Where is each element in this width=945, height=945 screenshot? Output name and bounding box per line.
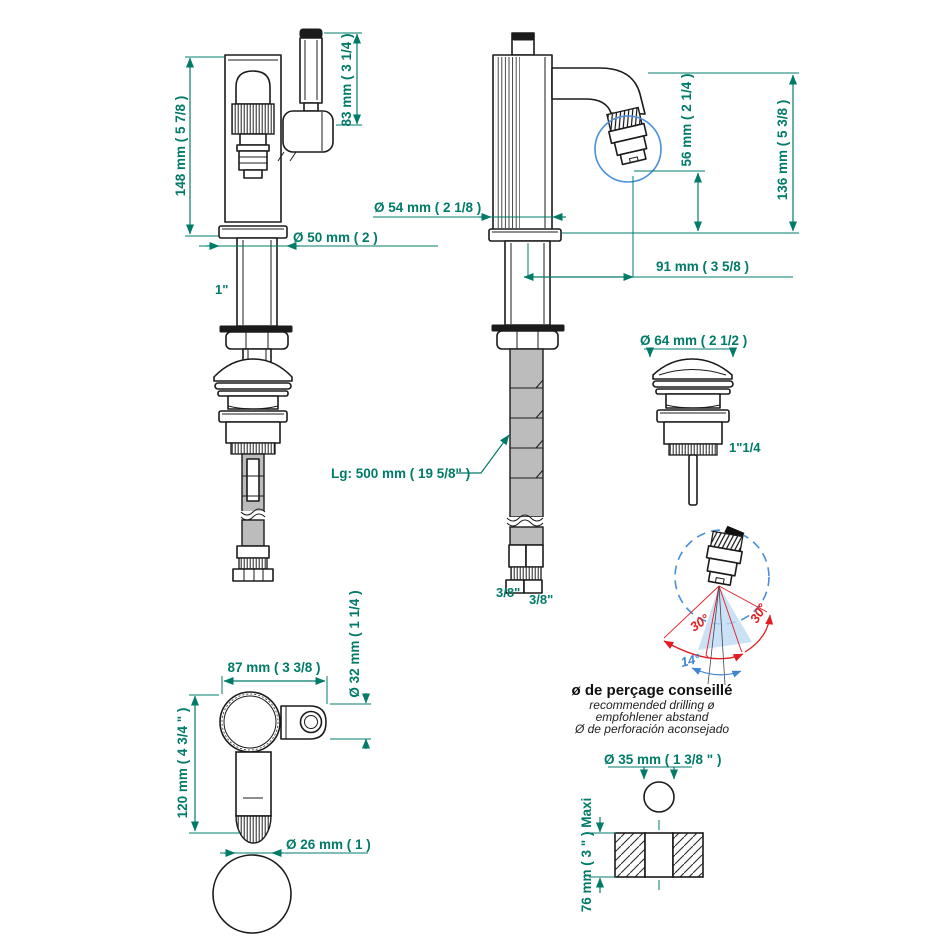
dim-top-width: 87 mm ( 3 3/8 ) [227,660,321,675]
dim-front-base-dia: Ø 50 mm ( 2 ) [293,230,378,245]
waste-pin [689,455,697,505]
basin-circle [213,855,291,933]
handle-lever [300,38,322,103]
ribbed-body [495,57,520,228]
flexible-hose [510,349,543,517]
dim-front-height: 148 mm ( 5 7/8 ) [173,95,188,197]
spray-angle-detail [664,523,770,685]
spout-elbow [552,68,645,114]
spout-tip-detail [703,523,747,586]
handle-cap [300,29,322,38]
angle-arc-blue [692,668,741,675]
dim-hose-conn-right: 3/8" [529,592,554,607]
dim-top-length: 120 mm ( 4 3/4 " ) [175,707,190,819]
knurled-ring [232,104,274,134]
dim-hose-conn-left: 3/8" [496,585,521,600]
dim-drill-max: 76 mm ( 3 " ) Maxi [579,797,594,913]
note-es: Ø de perforación aconsejado [574,722,730,736]
aerator-knurl [236,816,271,843]
popup-waste-right [653,359,733,505]
dim-side-total-height: 136 mm ( 5 3/8 ) [775,99,790,201]
dim-front-handle: 83 mm ( 3 1/4 ) [339,33,354,127]
top-view-drawing [213,692,326,933]
dim-drain-dia: Ø 64 mm ( 2 1/2 ) [640,333,748,348]
front-view-drawing [219,29,333,362]
dim-drill-hole: Ø 35 mm ( 1 3/8 " ) [604,752,722,767]
dim-side-spout-height: 56 mm ( 2 1/4 ) [679,73,694,167]
dim-front-thread: 1" [215,282,229,297]
side-view-drawing [489,33,661,593]
note-en: recommended drilling ø [589,698,715,712]
cartridge-dome [236,71,270,104]
drill-hole [644,782,674,812]
angle-right-label: 30° [746,600,770,626]
note-de: empfohlener abstand [595,710,709,724]
drill-template [615,782,703,891]
spout-top-view [236,752,271,816]
dim-drain-thread: 1"1/4 [729,440,761,455]
counter-section [673,833,703,877]
dim-top-spout-dia: Ø 26 mm ( 1 ) [286,837,371,852]
note-fr: ø de perçage conseillé [571,682,733,699]
popup-waste-left [214,359,292,581]
dim-side-reach: 91 mm ( 3 5/8 ) [656,259,750,274]
dim-side-body-dia: Ø 54 mm ( 2 1/8 ) [374,200,482,215]
dim-top-clamp-dia: Ø 32 mm ( 1 1/4 ) [347,590,362,698]
drilling-note [572,682,733,736]
angle-cone-label: 14° [679,650,702,670]
handle-joint [283,111,333,152]
mounting-nut [226,332,288,349]
dim-hose-length: Lg: 500 mm ( 19 5/8" ) [331,466,471,481]
angle-left-label: 30° [687,610,712,635]
